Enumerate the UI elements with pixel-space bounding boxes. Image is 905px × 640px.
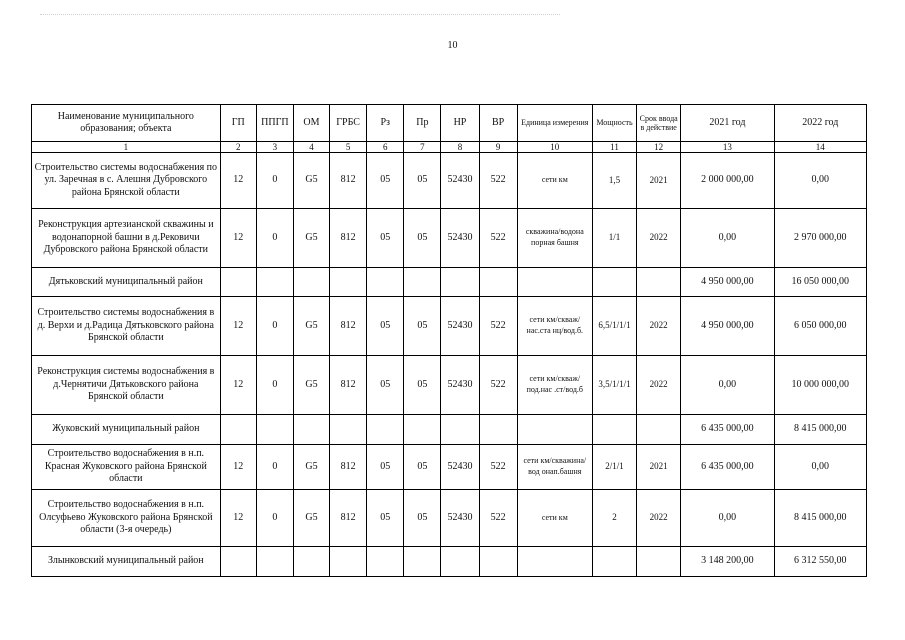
vr-cell: 522 xyxy=(479,445,517,490)
table-row-object xyxy=(32,297,867,356)
pr-cell: 05 xyxy=(404,297,441,356)
district-amount-2022: 8 415 000,00 xyxy=(774,415,866,445)
table-row-district xyxy=(32,268,867,297)
capacity-cell: 2/1/1 xyxy=(592,445,636,490)
ppgp-cell: 0 xyxy=(256,297,293,356)
ppgp-cell: 0 xyxy=(256,490,293,547)
amount-2021-cell: 4 950 000,00 xyxy=(681,297,774,356)
gp-cell: 12 xyxy=(220,356,256,415)
table-row-object xyxy=(32,209,867,268)
term-cell: 2022 xyxy=(637,297,681,356)
object-name: Строительство системы водоснабжения в д. Верхи и д.Радица Дятьковского района Брянской области xyxy=(32,297,221,356)
column-number: 6 xyxy=(367,142,404,153)
column-number: 11 xyxy=(592,142,636,153)
rz-cell: 05 xyxy=(367,209,404,268)
budget-table xyxy=(31,104,867,577)
pr-cell: 05 xyxy=(404,356,441,415)
term-cell: 2021 xyxy=(637,445,681,490)
column-number: 1 xyxy=(32,142,221,153)
rz-cell: 05 xyxy=(367,297,404,356)
amount-2021-cell: 6 435 000,00 xyxy=(681,445,774,490)
om-cell: G5 xyxy=(293,490,329,547)
grbs-cell: 812 xyxy=(330,297,367,356)
column-number: 13 xyxy=(681,142,774,153)
vr-cell: 522 xyxy=(479,490,517,547)
amount-2022-cell: 10 000 000,00 xyxy=(774,356,866,415)
district-amount-2022: 6 312 550,00 xyxy=(774,547,866,577)
capacity-cell: 6,5/1/1/1 xyxy=(592,297,636,356)
pr-cell: 05 xyxy=(404,153,441,209)
unit-cell: сети км/скваж/под.нас .ст/вод.б xyxy=(517,356,592,415)
column-number-row xyxy=(32,142,867,153)
om-cell: G5 xyxy=(293,445,329,490)
om-cell: G5 xyxy=(293,209,329,268)
gp-cell: 12 xyxy=(220,153,256,209)
col-header-grbs: ГРБС xyxy=(330,105,367,142)
column-number: 14 xyxy=(774,142,866,153)
pr-cell: 05 xyxy=(404,445,441,490)
col-header-pr: Пр xyxy=(404,105,441,142)
amount-2022-cell: 6 050 000,00 xyxy=(774,297,866,356)
unit-cell: сети км xyxy=(517,153,592,209)
term-cell: 2021 xyxy=(637,153,681,209)
term-cell: 2022 xyxy=(637,209,681,268)
vr-cell: 522 xyxy=(479,297,517,356)
district-name: Дятьковский муниципальный район xyxy=(32,268,221,297)
district-amount-2022: 16 050 000,00 xyxy=(774,268,866,297)
district-name: Злынковский муниципальный район xyxy=(32,547,221,577)
district-amount-2021: 6 435 000,00 xyxy=(681,415,774,445)
vr-cell: 522 xyxy=(479,356,517,415)
grbs-cell: 812 xyxy=(330,356,367,415)
table-row-district xyxy=(32,415,867,445)
unit-cell: скважина/водона порная башня xyxy=(517,209,592,268)
column-number: 9 xyxy=(479,142,517,153)
amount-2022-cell: 0,00 xyxy=(774,445,866,490)
column-number: 4 xyxy=(293,142,329,153)
col-header-ppgp: ППГП xyxy=(256,105,293,142)
nr-cell: 52430 xyxy=(441,153,479,209)
column-number: 3 xyxy=(256,142,293,153)
header-row xyxy=(32,105,867,142)
unit-cell: сети км xyxy=(517,490,592,547)
district-amount-2021: 4 950 000,00 xyxy=(681,268,774,297)
column-number: 2 xyxy=(220,142,256,153)
pr-cell: 05 xyxy=(404,490,441,547)
gp-cell: 12 xyxy=(220,209,256,268)
rz-cell: 05 xyxy=(367,356,404,415)
grbs-cell: 812 xyxy=(330,445,367,490)
col-header-2022: 2022 год xyxy=(774,105,866,142)
capacity-cell: 2 xyxy=(592,490,636,547)
amount-2021-cell: 0,00 xyxy=(681,209,774,268)
col-header-vr: ВР xyxy=(479,105,517,142)
object-name: Реконструкция артезианской скважины и водонапорной башни в д.Рековичи Дубровского района Брянской области xyxy=(32,209,221,268)
ppgp-cell: 0 xyxy=(256,445,293,490)
col-header-capacity: Мощность xyxy=(592,105,636,142)
col-header-gp: ГП xyxy=(220,105,256,142)
nr-cell: 52430 xyxy=(441,297,479,356)
term-cell: 2022 xyxy=(637,356,681,415)
gp-cell: 12 xyxy=(220,445,256,490)
om-cell: G5 xyxy=(293,297,329,356)
gp-cell: 12 xyxy=(220,490,256,547)
capacity-cell: 1,5 xyxy=(592,153,636,209)
table-row-object xyxy=(32,153,867,209)
column-number: 8 xyxy=(441,142,479,153)
vr-cell: 522 xyxy=(479,153,517,209)
nr-cell: 52430 xyxy=(441,356,479,415)
capacity-cell: 1/1 xyxy=(592,209,636,268)
col-header-2021: 2021 год xyxy=(681,105,774,142)
amount-2021-cell: 0,00 xyxy=(681,490,774,547)
table-row-object xyxy=(32,445,867,490)
amount-2021-cell: 2 000 000,00 xyxy=(681,153,774,209)
pr-cell: 05 xyxy=(404,209,441,268)
col-header-name: Наименование муниципального образования; объекта xyxy=(32,105,221,142)
nr-cell: 52430 xyxy=(441,490,479,547)
col-header-nr: НР xyxy=(441,105,479,142)
table-row-object xyxy=(32,490,867,547)
column-number: 5 xyxy=(330,142,367,153)
grbs-cell: 812 xyxy=(330,490,367,547)
amount-2022-cell: 0,00 xyxy=(774,153,866,209)
column-number: 10 xyxy=(517,142,592,153)
district-name: Жуковский муниципальный район xyxy=(32,415,221,445)
col-header-om: ОМ xyxy=(293,105,329,142)
grbs-cell: 812 xyxy=(330,209,367,268)
scan-artifact-line xyxy=(40,14,560,21)
object-name: Строительство системы водоснабжения по ул. Заречная в с. Алешня Дубровского района Брянской области xyxy=(32,153,221,209)
table-row-object xyxy=(32,356,867,415)
ppgp-cell: 0 xyxy=(256,209,293,268)
amount-2022-cell: 8 415 000,00 xyxy=(774,490,866,547)
om-cell: G5 xyxy=(293,356,329,415)
column-number: 7 xyxy=(404,142,441,153)
amount-2022-cell: 2 970 000,00 xyxy=(774,209,866,268)
district-amount-2021: 3 148 200,00 xyxy=(681,547,774,577)
gp-cell: 12 xyxy=(220,297,256,356)
unit-cell: сети км/скваж/нас.ста нц/вод.б. xyxy=(517,297,592,356)
amount-2021-cell: 0,00 xyxy=(681,356,774,415)
object-name: Строительство водоснабжения в н.п. Красная Жуковского района Брянской области xyxy=(32,445,221,490)
nr-cell: 52430 xyxy=(441,209,479,268)
vr-cell: 522 xyxy=(479,209,517,268)
page-number: 10 xyxy=(447,40,458,51)
object-name: Строительство водоснабжения в н.п. Олсуфьево Жуковского района Брянской области (3-я очередь) xyxy=(32,490,221,547)
rz-cell: 05 xyxy=(367,490,404,547)
om-cell: G5 xyxy=(293,153,329,209)
ppgp-cell: 0 xyxy=(256,153,293,209)
term-cell: 2022 xyxy=(637,490,681,547)
nr-cell: 52430 xyxy=(441,445,479,490)
column-number: 12 xyxy=(637,142,681,153)
table-row-district xyxy=(32,547,867,577)
rz-cell: 05 xyxy=(367,153,404,209)
rz-cell: 05 xyxy=(367,445,404,490)
grbs-cell: 812 xyxy=(330,153,367,209)
unit-cell: сети км/скважина/вод онап.башня xyxy=(517,445,592,490)
col-header-rz: Рз xyxy=(367,105,404,142)
col-header-unit: Единица измерения xyxy=(517,105,592,142)
capacity-cell: 3,5/1/1/1 xyxy=(592,356,636,415)
object-name: Реконструкция системы водоснабжения в д.Чернятичи Дятьковского района Брянской области xyxy=(32,356,221,415)
ppgp-cell: 0 xyxy=(256,356,293,415)
col-header-term: Срок ввода в действие xyxy=(637,105,681,142)
